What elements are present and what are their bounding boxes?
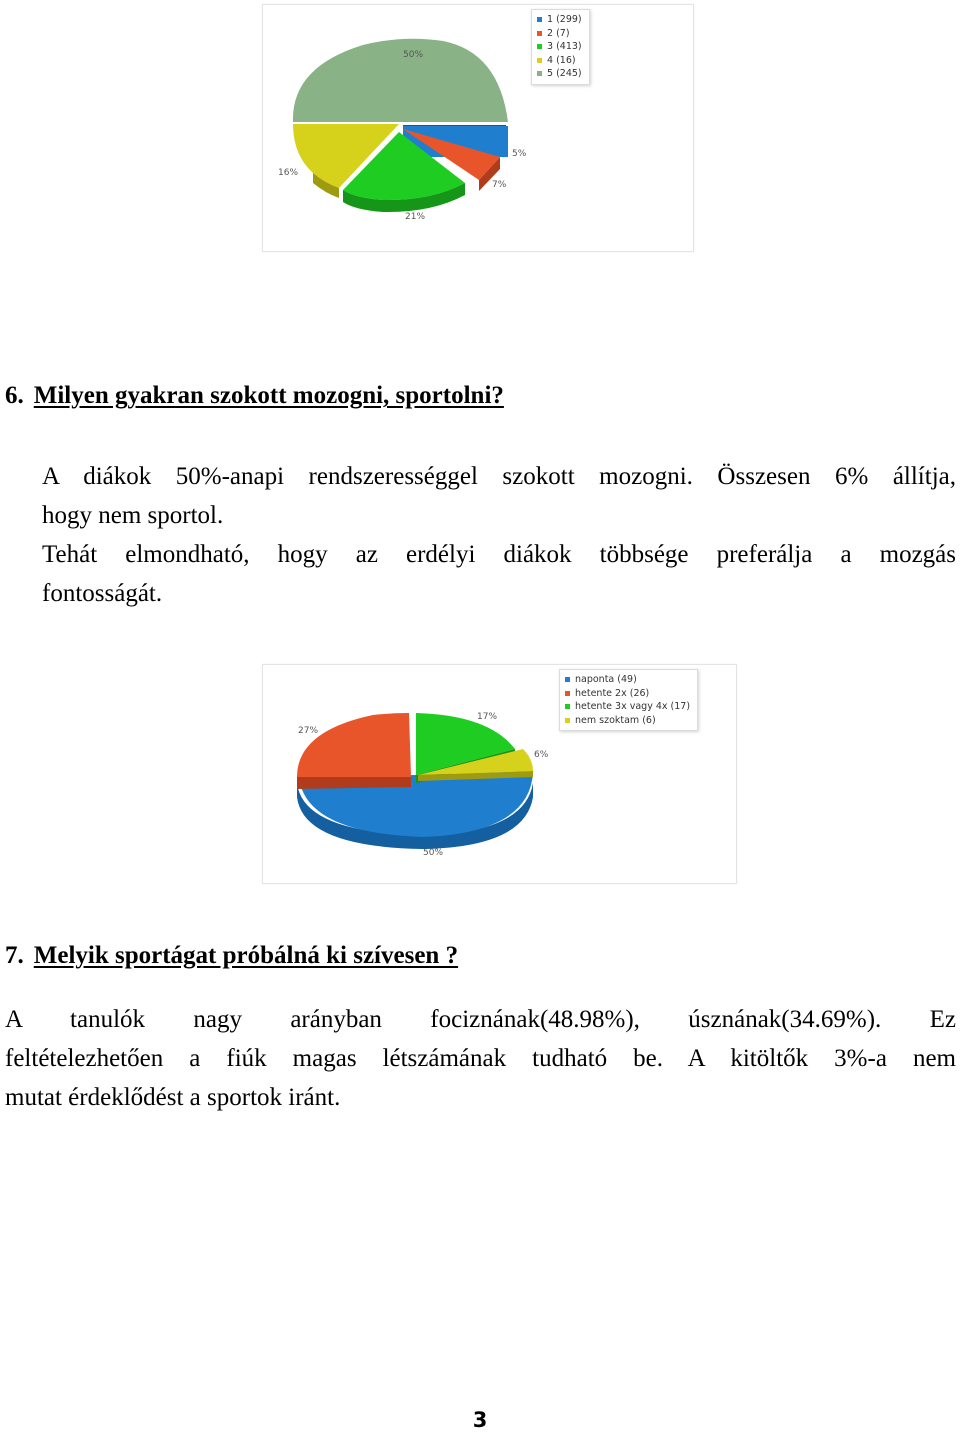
legend-label: nem szoktam (6) bbox=[575, 714, 656, 726]
legend-item bbox=[565, 673, 690, 687]
pie-label-5: 50% bbox=[403, 50, 424, 60]
paragraph-line: feltételezhetően a fiúk magas létszámának tudható be. A kitöltők 3%-a nem bbox=[5, 1045, 956, 1072]
legend-label: hetente 3x vagy 4x (17) bbox=[575, 701, 691, 712]
legend-item bbox=[537, 40, 582, 54]
legend-swatch bbox=[537, 44, 542, 49]
pie-label-hetente-3x: 17% bbox=[477, 712, 498, 722]
pie-chart-1-canvas bbox=[263, 5, 693, 251]
pie-label-4: 16% bbox=[278, 168, 299, 178]
legend-item bbox=[537, 13, 582, 27]
legend-label: naponta (49) bbox=[575, 674, 637, 685]
section-7-number: 7. bbox=[5, 942, 24, 969]
legend-item bbox=[537, 67, 582, 81]
paragraph-line: hogy nem sportol. bbox=[42, 502, 224, 529]
section-6-number: 6. bbox=[5, 382, 24, 409]
legend-swatch bbox=[537, 31, 542, 36]
pie-slice-hetente-2x bbox=[297, 713, 411, 777]
pie-label-hetente-2x: 27% bbox=[298, 726, 319, 736]
section-7-paragraph bbox=[5, 1000, 956, 1117]
section-7-heading bbox=[5, 942, 458, 970]
legend-label: 1 (299) bbox=[547, 14, 582, 25]
legend-swatch bbox=[537, 58, 542, 63]
legend-item bbox=[537, 54, 582, 68]
pie-label-1: 5% bbox=[512, 149, 527, 159]
legend-label: 4 (16) bbox=[547, 54, 576, 66]
legend-swatch bbox=[565, 718, 570, 723]
section-6-title: Milyen gyakran szokott mozogni, sportolni? bbox=[33, 382, 504, 409]
section-6-paragraph bbox=[42, 457, 956, 613]
pie-label-3: 21% bbox=[405, 212, 426, 222]
pie-label-nem-szoktam: 6% bbox=[534, 750, 549, 760]
pie-chart-2 bbox=[262, 664, 737, 884]
pie-chart-2-legend bbox=[559, 669, 698, 731]
legend-item bbox=[537, 27, 582, 41]
legend-label: 2 (7) bbox=[547, 27, 570, 39]
legend-label: 3 (413) bbox=[547, 41, 582, 52]
legend-item bbox=[565, 700, 690, 714]
section-6-heading bbox=[5, 382, 504, 410]
paragraph-line: A tanulók nagy arányban fociznának(48.98%), úsznának(34.69%). Ez bbox=[5, 1006, 956, 1033]
legend-swatch bbox=[565, 704, 570, 709]
paragraph-line: fontosságát. bbox=[42, 580, 163, 607]
pie-label-2: 7% bbox=[492, 180, 507, 190]
pie-chart-1-legend bbox=[531, 9, 590, 85]
paragraph-line: A diákok 50%-anapi rendszerességgel szokott mozogni. Összesen 6% állítja, bbox=[42, 463, 956, 490]
legend-item bbox=[565, 714, 690, 728]
paragraph-line: mutat érdeklődést a sportok iránt. bbox=[5, 1084, 341, 1111]
legend-swatch bbox=[537, 17, 542, 22]
legend-item bbox=[565, 687, 690, 701]
legend-swatch bbox=[537, 71, 542, 76]
pie-slice-5 bbox=[293, 39, 508, 122]
pie-chart-1 bbox=[262, 4, 694, 252]
section-7-title: Melyik sportágat próbálná ki szívesen ? bbox=[33, 942, 459, 969]
legend-label: hetente 2x (26) bbox=[575, 687, 650, 699]
pie-label-naponta: 50% bbox=[423, 848, 444, 858]
legend-swatch bbox=[565, 691, 570, 696]
pie-slice-hetente-2x-side bbox=[297, 777, 411, 789]
page-number: 3 bbox=[472, 1408, 488, 1432]
paragraph-line: Tehát elmondható, hogy az erdélyi diákok többsége preferálja a mozgás bbox=[42, 541, 956, 568]
legend-swatch bbox=[565, 677, 570, 682]
legend-label: 5 (245) bbox=[547, 68, 582, 79]
